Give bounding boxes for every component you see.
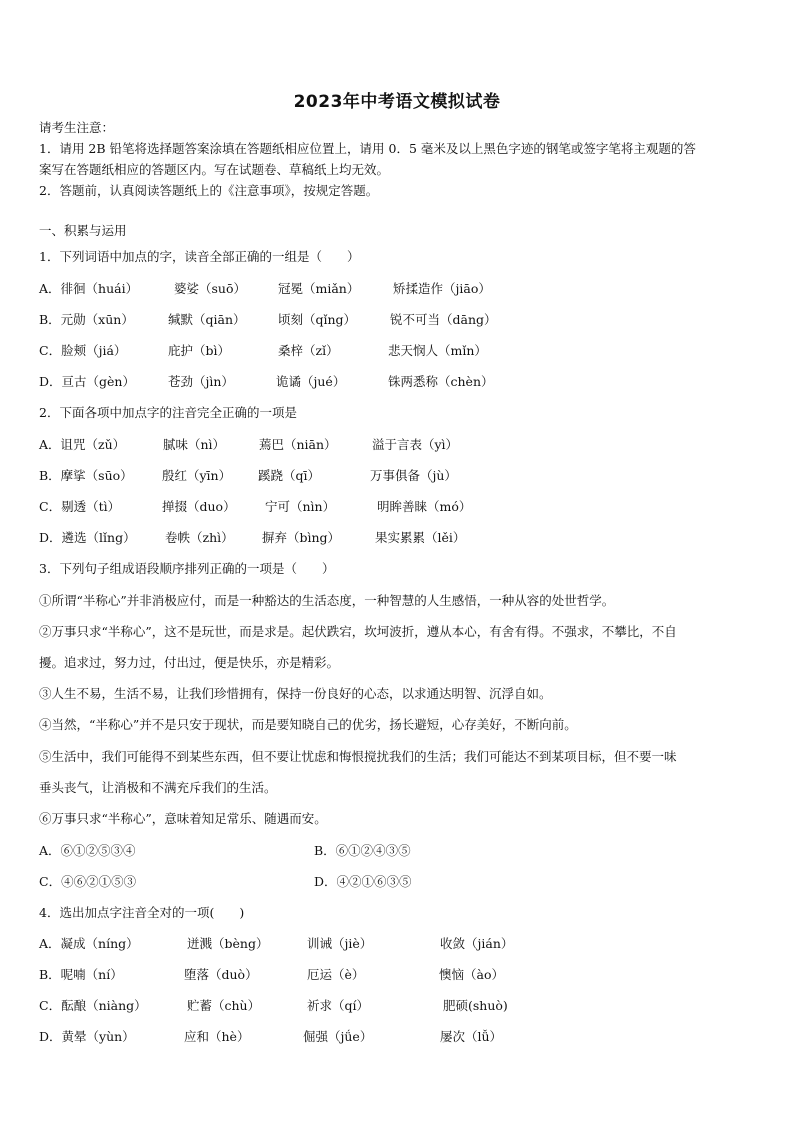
q4-c-4: 肥硕(shuò) xyxy=(443,998,508,1013)
q2-c-4: 明眸善睐（mó） xyxy=(377,499,472,514)
notice-item-2: 2．答题前，认真阅读答题纸上的《注意事项》，按规定答题。 xyxy=(39,183,379,198)
q4-c-1: C．酝酿（niàng） xyxy=(39,998,147,1013)
q1-c-3: 桑梓（zǐ） xyxy=(278,343,339,358)
q4-c-2: 贮蓄（chù） xyxy=(187,998,261,1013)
q4-b-3: 厄运（è） xyxy=(307,967,365,982)
q2-b-3: 蹊跷（qī） xyxy=(258,468,320,483)
q2-c-3: 宁可（nìn） xyxy=(265,499,336,514)
q2-d-4: 果实累累（lěi） xyxy=(375,530,466,545)
q1-a-4: 矫揉造作（jiāo） xyxy=(393,281,491,296)
q3-sentence-1: ①所谓“半称心”并非消极应付，而是一种豁达的生活态度，一种智慧的人生感悟，一种从容的处世哲学。 xyxy=(39,593,615,608)
notice-item-1a: 1．请用 2B 铅笔将选择题答案涂填在答题纸相应位置上，请用 0．5 毫米及以上黑色字迹的钢笔或签字笔将主观题的答 xyxy=(39,141,696,156)
question-1-stem: 1．下列词语中加点的字，读音全部正确的一组是（ ） xyxy=(39,249,360,264)
q2-c-2: 掸掇（duo） xyxy=(162,499,236,514)
q1-b-3: 顷刻（qǐng） xyxy=(278,312,357,327)
q3-sentence-5b: 垂头丧气，让消极和不满充斥我们的生活。 xyxy=(39,780,277,795)
q4-d-2: 应和（hè） xyxy=(184,1029,250,1044)
q4-a-1: A．凝成（níng） xyxy=(39,936,139,951)
q1-d-3: 诡谲（jué） xyxy=(276,374,346,389)
q4-b-4: 懊恼（ào） xyxy=(439,967,504,982)
q1-d-2: 苍劲（jìn） xyxy=(168,374,234,389)
q2-b-1: B．摩挲（sūo） xyxy=(39,468,133,483)
q1-a-3: 冠冕（miǎn） xyxy=(278,281,360,296)
notice-heading: 请考生注意： xyxy=(39,120,115,135)
q2-d-2: 卷帙（zhì） xyxy=(165,530,234,545)
q1-a-2: 婆娑（suō） xyxy=(174,281,246,296)
q4-a-3: 训诫（jiè） xyxy=(307,936,373,951)
q1-b-4: 锐不可当（dāng） xyxy=(390,312,497,327)
q4-a-4: 收敛（jián） xyxy=(440,936,514,951)
q2-a-1: A．诅咒（zǔ） xyxy=(39,437,126,452)
q3-sentence-3: ③人生不易，生活不易，让我们珍惜拥有，保持一份良好的心态，以求通达明智、沉浮自如。 xyxy=(39,686,552,701)
section-heading: 一、积累与运用 xyxy=(39,223,127,238)
notice-item-1b: 案写在答题纸相应的答题区内。写在试题卷、草稿纸上均无效。 xyxy=(39,162,390,177)
q4-d-3: 倔强（jǘe） xyxy=(303,1029,373,1044)
q3-sentence-6: ⑥万事只求“半称心”，意味着知足常乐、随遇而安。 xyxy=(39,811,327,826)
q4-a-2: 迸溅（bèng） xyxy=(187,936,269,951)
q1-d-1: D．亘古（gèn） xyxy=(39,374,135,389)
q1-d-4: 铢两悉称（chèn） xyxy=(388,374,494,389)
page-title: 2023年中考语文模拟试卷 xyxy=(293,92,501,112)
q4-c-3: 祈求（qí） xyxy=(307,998,369,1013)
q1-a-1: A．徘徊（huái） xyxy=(39,281,139,296)
q2-a-2: 腻味（nì） xyxy=(163,437,226,452)
q3-sentence-2b: 擾。追求过，努力过，付出过，便是快乐，亦是精彩。 xyxy=(39,655,340,670)
q2-c-1: C．剔透（tì） xyxy=(39,499,121,514)
question-2-stem: 2．下面各项中加点字的注音完全正确的一项是 xyxy=(39,405,297,420)
q1-b-2: 缄默（qiān） xyxy=(168,312,246,327)
q2-a-3: 蔫巴（niān） xyxy=(259,437,337,452)
q2-b-4: 万事俱备（jù） xyxy=(370,468,457,483)
q2-d-3: 摒弃（bìng） xyxy=(262,530,341,545)
q3-sentence-2a: ②万事只求“半称心”，这不是玩世，而是求是。起伏跌宕，坎坷波折，遵从本心，有舍有得。不强求，不攀比，不自 xyxy=(39,624,677,639)
q3-option-b: B．⑥①②④③⑤ xyxy=(314,843,411,858)
q1-c-4: 悲天悯人（mǐn） xyxy=(388,343,487,358)
question-3-stem: 3．下列句子组成语段顺序排列正确的一项是（ ） xyxy=(39,561,335,576)
q3-sentence-5a: ⑤生活中，我们可能得不到某些东西，但不要让忧虑和悔恨搅扰我们的生活；我们可能达不到某项目标，但不要一味 xyxy=(39,749,677,764)
q2-b-2: 殷红（yīn） xyxy=(162,468,232,483)
q2-d-1: D．遴选（lǐng） xyxy=(39,530,136,545)
question-4-stem: 4．选出加点字注音全对的一项( ) xyxy=(39,905,245,920)
q3-sentence-4: ④当然，“半称心”并不是只安于现状，而是要知晓自己的优劣，扬长避短，心存美好，不断向前。 xyxy=(39,717,577,732)
q4-d-1: D．黄晕（yùn） xyxy=(39,1029,135,1044)
q3-option-c: C．④⑥②①⑤③ xyxy=(39,874,137,889)
q4-b-1: B．呢喃（ní） xyxy=(39,967,123,982)
q1-c-1: C．脸颊（jiá） xyxy=(39,343,127,358)
q2-a-4: 溢于言表（yì） xyxy=(372,437,459,452)
q4-d-4: 屡次（lǚ） xyxy=(440,1029,503,1044)
q3-option-a: A．⑥①②⑤③④ xyxy=(39,843,136,858)
q4-b-2: 堕落（duò） xyxy=(184,967,258,982)
q3-option-d: D．④②①⑥③⑤ xyxy=(314,874,412,889)
q1-b-1: B．元勋（xūn） xyxy=(39,312,134,327)
q1-c-2: 庇护（bì） xyxy=(168,343,230,358)
